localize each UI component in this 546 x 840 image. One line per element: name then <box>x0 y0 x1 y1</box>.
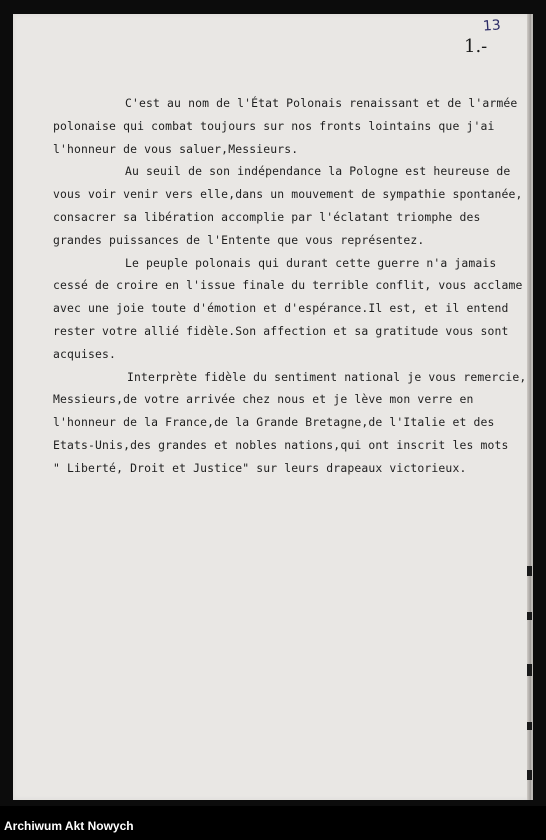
document-body <box>53 92 527 480</box>
text-line: rester votre allié fidèle.Son affection et sa gratitude vous sont <box>53 323 509 338</box>
edge-mark <box>527 612 532 620</box>
text-line: Messieurs,de votre arrivée chez nous et je lève mon verre en <box>53 392 474 407</box>
page-mark: 1.- <box>464 36 488 57</box>
text-line: Le peuple polonais qui durant cette guerre n'a jamais <box>125 255 497 270</box>
archive-label: Archiwum Akt Nowych <box>4 819 134 833</box>
text-line: Interprète fidèle du sentiment national je vous remercie, <box>127 369 527 384</box>
text-line: C'est au nom de l'État Polonais renaissant et de l'armée <box>125 96 518 110</box>
edge-mark <box>527 566 532 576</box>
text-line: polonaise qui combat toujours sur nos fronts lointains que j'ai <box>53 118 495 133</box>
archive-footer <box>0 806 546 840</box>
text-line: grandes puissances de l'Entente que vous représentez. <box>53 232 425 247</box>
page-edge-shadow <box>527 14 531 800</box>
text-line: vous voir venir vers elle,dans un mouvement de sympathie spontanée, <box>53 187 523 202</box>
text-line: acquises. <box>53 346 117 361</box>
text-line: cessé de croire en l'issue finale du terrible conflit, vous acclame <box>53 278 523 293</box>
text-line: l'honneur de la France,de la Grande Bretagne,de l'Italie et des <box>53 415 495 430</box>
edge-mark <box>527 722 532 730</box>
text-line: Au seuil de son indépendance la Pologne est heureuse de <box>125 164 511 179</box>
text-line: " Liberté, Droit et Justice" sur leurs drapeaux victorieux. <box>53 460 467 475</box>
edge-mark <box>527 664 532 676</box>
text-line: Etats-Unis,des grandes et nobles nations,qui ont inscrit les mots <box>53 437 509 452</box>
text-line: consacrer sa libération accomplie par l'éclatant triomphe des <box>53 209 481 224</box>
page-number: 13 <box>482 17 502 35</box>
text-line: avec une joie toute d'émotion et d'espérance.Il est, et il entend <box>53 301 509 316</box>
document-page <box>13 14 533 800</box>
text-line: l'honneur de vous saluer,Messieurs. <box>53 141 299 156</box>
edge-mark <box>527 770 532 780</box>
